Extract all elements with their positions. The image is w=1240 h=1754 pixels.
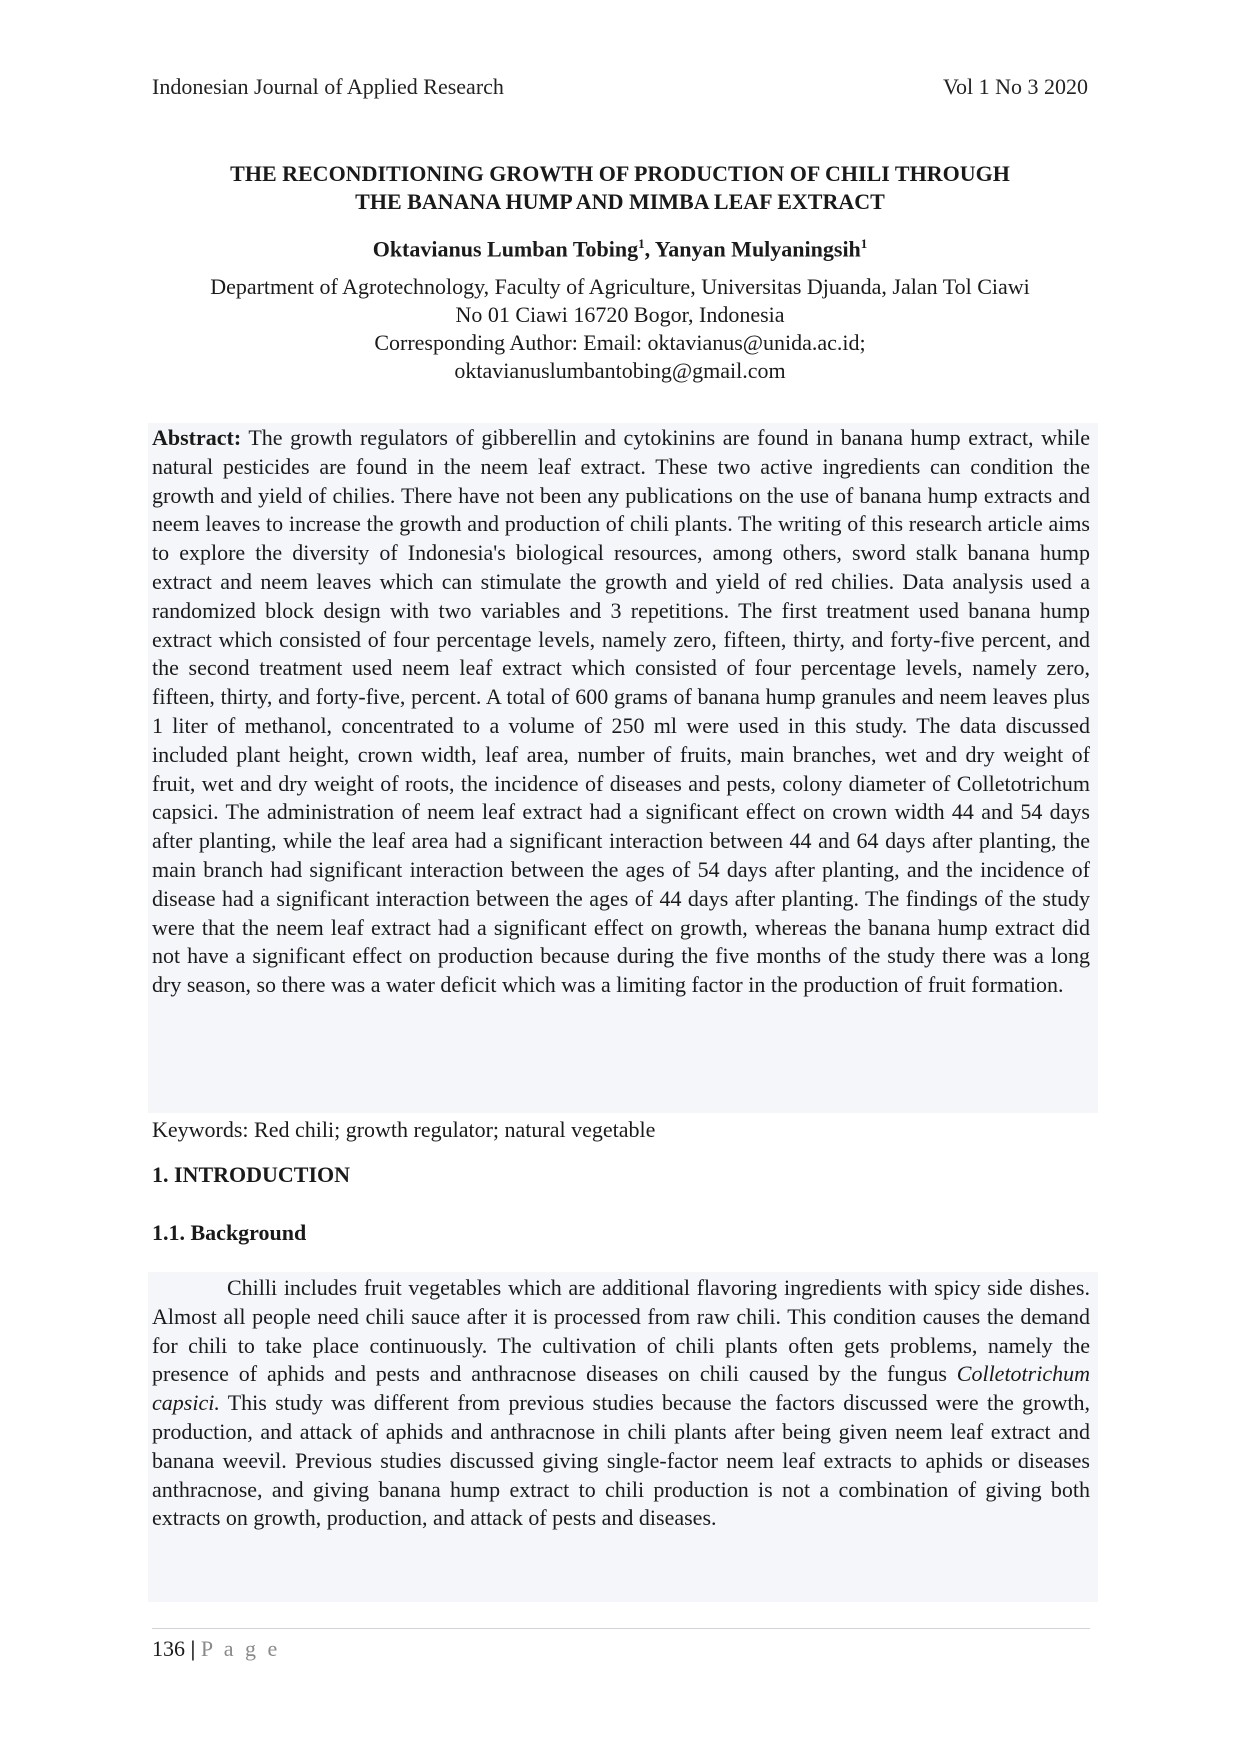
footer-rule xyxy=(152,1628,1090,1629)
page-word: P a g e xyxy=(200,1636,281,1661)
running-header xyxy=(152,74,1088,100)
author-2: Yanyan Mulyaningsih xyxy=(654,236,861,262)
abstract xyxy=(152,424,1090,1000)
volume-info: Vol 1 No 3 2020 xyxy=(942,74,1088,99)
title-line-1: THE RECONDITIONING GROWTH OF PRODUCTION OF CHILI THROUGH xyxy=(230,161,1010,186)
title-block xyxy=(152,160,1088,385)
section-heading-introduction: 1. INTRODUCTION xyxy=(152,1162,351,1187)
author-1-affil-mark: 1 xyxy=(638,236,645,251)
author-2-affil-mark: 1 xyxy=(860,236,868,251)
affiliation-line-1: Department of Agrotechnology, Faculty of Agriculture, Universitas Djuanda, Jalan Tol Ciawi xyxy=(210,274,1030,300)
page-footer xyxy=(152,1636,280,1662)
author-separator: , xyxy=(644,236,655,262)
authors xyxy=(152,230,1088,263)
page-number: 136 xyxy=(152,1636,185,1661)
author-email: oktavianuslumbantobing@gmail.com xyxy=(454,358,786,384)
affiliation-line-2: No 01 Ciawi 16720 Bogor, Indonesia xyxy=(455,302,785,328)
intro-text-2: This study was different from previous studies because the factors discussed were the growth, production, and attack of aphids and anthracnose in chili plants after being given neem leaf extract and banana weevil. Previous studies discussed giving single-factor neem leaf extracts to aphids or diseases anthracnose, and giving banana hump extract to chili production is not a combination of giving both extracts on growth, production, and attack of pests and diseases. xyxy=(152,1390,1090,1531)
abstract-label: Abstract: xyxy=(152,425,242,450)
keywords: Keywords: Red chili; growth regulator; natural vegetable xyxy=(152,1117,656,1142)
paper-title xyxy=(152,160,1088,216)
subsection-heading-background: 1.1. Background xyxy=(152,1220,307,1245)
footer-separator: | xyxy=(190,1636,196,1661)
journal-name: Indonesian Journal of Applied Research xyxy=(152,74,504,99)
author-1: Oktavianus Lumban Tobing xyxy=(372,236,639,262)
abstract-text: The growth regulators of gibberellin and cytokinins are found in banana hump extract, while natural pesticides are found in the neem leaf extract. These two active ingredients can condition the growth and yield of chilies. There have not been any publications on the use of banana hump extracts and neem leaves to increase the growth and production of chili plants. The writing of this research article aims to explore the diversity of Indonesia's biological resources, among others, sword stalk banana hump extract and neem leaves which can stimulate the growth and yield of red chilies. Data analysis used a randomized block design with two variables and 3 repetitions. The first treatment used banana hump extract which consisted of four percentage levels, namely zero, fifteen, thirty, and forty-five percent, and the second treatment used neem leaf extract which consisted of four percentage levels, namely zero, fifteen, thirty, and forty-five, percent. A total of 600 grams of banana hump granules and neem leaves plus 1 liter of methanol, concentrated to a volume of 250 ml were used in this study. The data discussed included plant height, crown width, leaf area, number of fruits, main branches, wet and dry weight of fruit, wet and dry weight of roots, the incidence of diseases and pests, colony diameter of Colletotrichum capsici. The administration of neem leaf extract had a significant effect on crown width 44 and 54 days after planting, while the leaf area had a significant interaction between 44 and 64 days after planting, the main branch had significant interaction between the ages of 54 days after planting, and the incidence of disease had a significant interaction between the ages of 44 days after planting. The findings of the study were that the neem leaf extract had a significant effect on growth, whereas the banana hump extract did not have a significant effect on production because during the five months of the study there was a long dry season, so there was a water deficit which was a limiting factor in the production of fruit formation. xyxy=(152,425,1090,998)
title-line-2: THE BANANA HUMP AND MIMBA LEAF EXTRACT xyxy=(355,189,885,214)
affiliation xyxy=(152,273,1088,385)
intro-species-name: Colletotrichum capsici. xyxy=(152,1361,1090,1416)
corresponding-author: Corresponding Author: Email: oktavianus@unida.ac.id; xyxy=(374,330,866,356)
intro-text-1: Chilli includes fruit vegetables which are additional flavoring ingredients with spicy side dishes. Almost all people need chili sauce after it is processed from raw chili. This condition causes the demand for chili to take place continuously. The cultivation of chili plants often gets problems, namely the presence of aphids and pests and anthracnose diseases on chili caused by the fungus xyxy=(152,1275,1090,1387)
intro-paragraph xyxy=(152,1274,1090,1533)
